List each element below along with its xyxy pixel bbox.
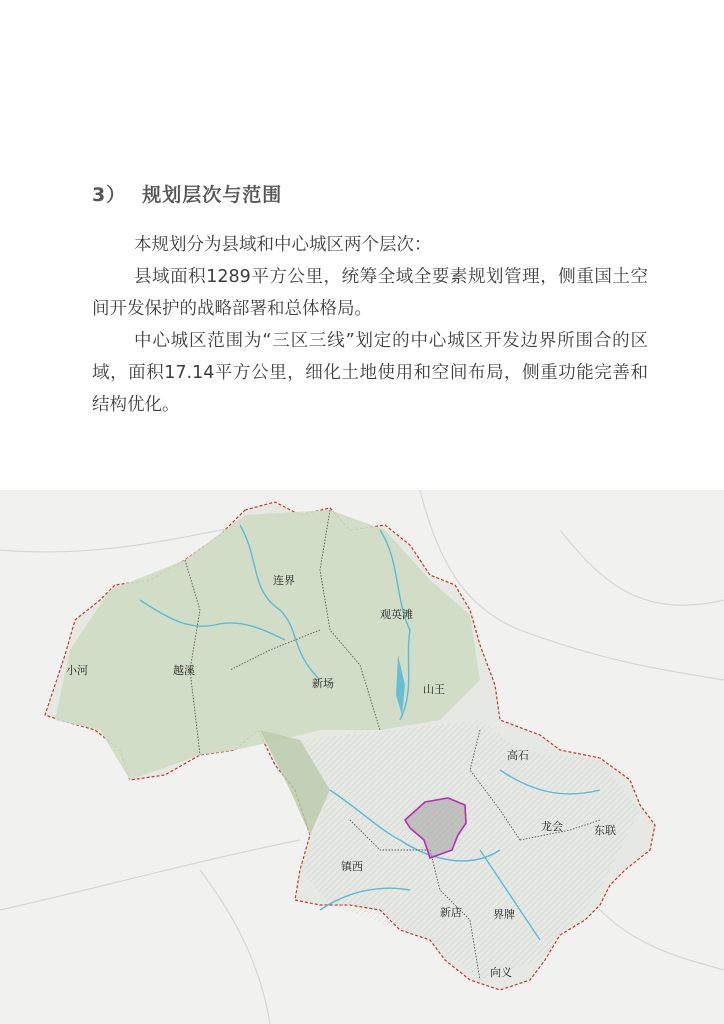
town-label: 镇西 — [341, 860, 363, 873]
paragraph-central-city: 中心城区范围为“三区三线”划定的中心城区开发边界所围合的区域，面积17.14平方公里，细化土地使用和空间布局，侧重功能完善和结构优化。 — [92, 331, 648, 415]
town-label: 高石 — [507, 749, 529, 762]
town-label: 观英滩 — [380, 608, 413, 621]
paragraph-county: 县域面积1289平方公里，统筹全域全要素规划管理，侧重国土空间开发保护的战略部署和总体格局。 — [92, 267, 648, 319]
planning-scope-map — [0, 490, 724, 1024]
town-label: 新场 — [312, 677, 334, 690]
town-label: 界牌 — [493, 908, 515, 921]
town-label: 山王 — [423, 683, 445, 696]
section-heading — [92, 180, 282, 207]
map-svg — [0, 490, 724, 1024]
town-label: 东联 — [594, 824, 616, 837]
town-label: 龙会 — [541, 820, 563, 833]
paragraph-intro: 本规划分为县域和中心城区两个层次： — [134, 235, 432, 255]
town-label: 连界 — [273, 574, 295, 587]
town-label: 向义 — [490, 966, 512, 979]
town-label: 越溪 — [173, 664, 195, 677]
section-number: 3） — [92, 184, 127, 206]
town-label: 新店 — [440, 906, 462, 919]
section-title: 规划层次与范围 — [142, 184, 283, 206]
town-label: 小河 — [66, 664, 88, 677]
